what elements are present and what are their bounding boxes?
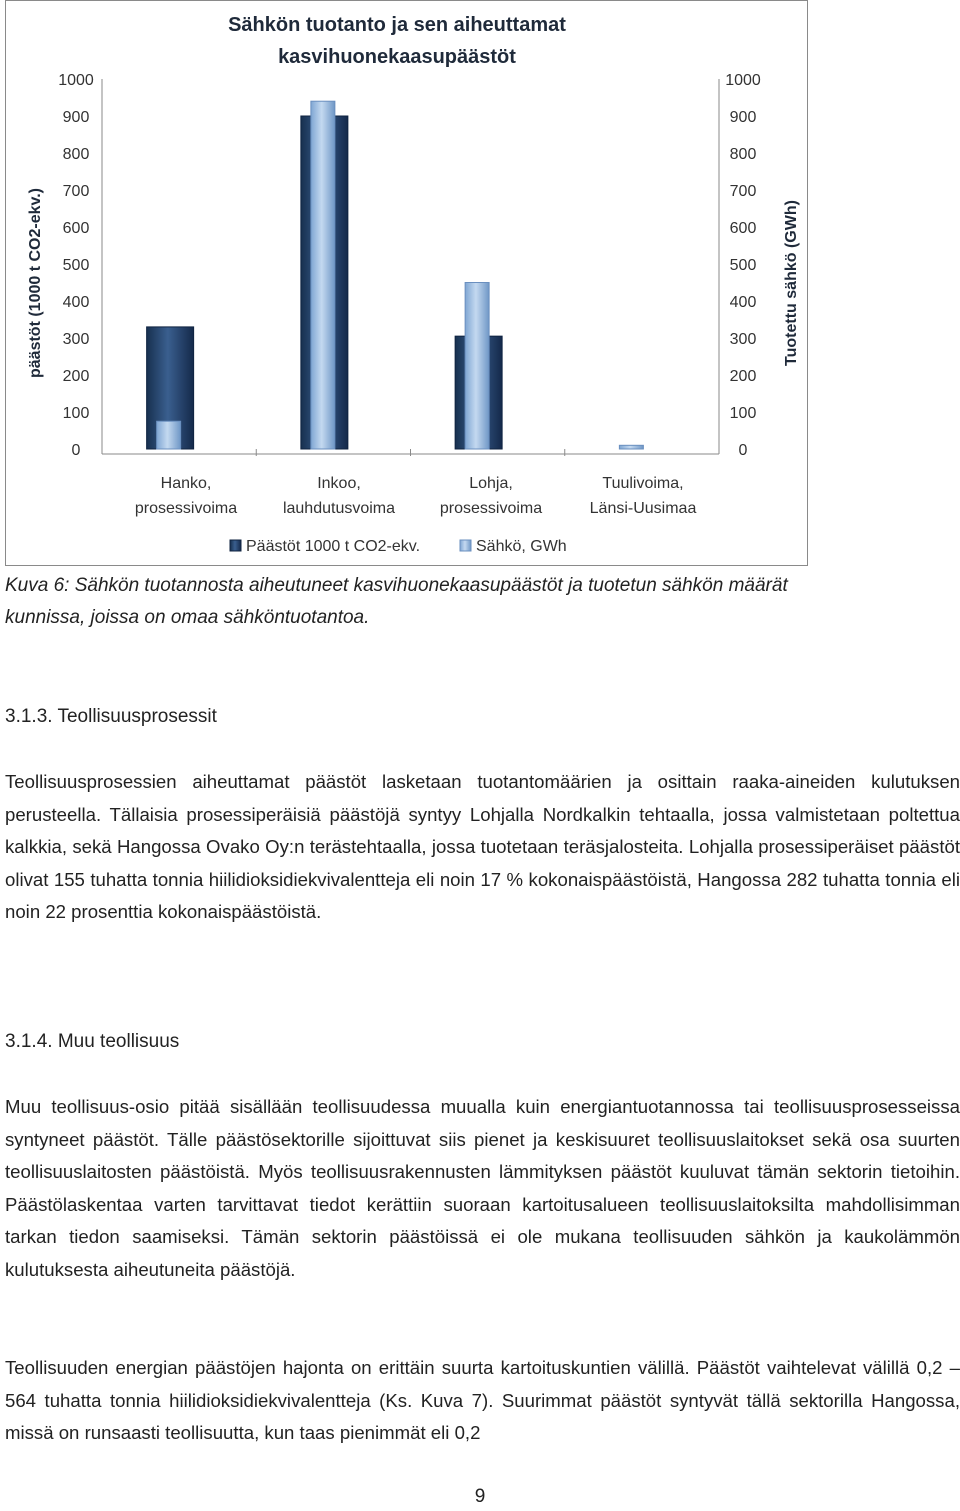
chart-canvas: [6, 1, 809, 567]
right-tick-label: 0: [738, 442, 748, 459]
section-heading-3-1-4: 3.1.4. Muu teollisuus: [5, 1031, 180, 1052]
right-tick-label: 400: [729, 294, 757, 311]
section-heading-3-1-3: 3.1.3. Teollisuusprosessit: [5, 706, 217, 727]
right-tick-label: 500: [729, 257, 757, 274]
legend-swatch: [230, 540, 241, 551]
right-tick-label: 700: [729, 183, 757, 200]
bar-electricity: [619, 445, 643, 449]
category-label: Lohja,: [469, 475, 513, 492]
bar-electricity: [465, 283, 489, 450]
right-tick-label: 900: [729, 109, 757, 126]
left-axis-label: päästöt (1000 t CO2-ekv.): [27, 188, 44, 378]
left-tick-label: 500: [62, 257, 90, 274]
chart-bars: [147, 101, 644, 456]
category-label: prosessivoima: [134, 500, 238, 517]
category-label: Inkoo,: [317, 475, 361, 492]
legend-label: Päästöt 1000 t CO2-ekv.: [246, 538, 421, 555]
left-tick-label: 800: [62, 146, 90, 163]
right-tick-label: 200: [729, 368, 757, 385]
bar-electricity: [157, 421, 181, 449]
paragraph-industrial-processes: Teollisuusprosessien aiheuttamat päästöt lasketaan tuotantomäärien ja osittain raaka-aineiden kulutuksen perusteella. Tällaisia prosessiperäisiä päästöjä syntyy Lohjalla Nordkalkin tehtaalla, jossa valmistetaan poltettua kalkkia, sekä Hangossa Ovako Oy:n terästehtaalla, jossa tuotetaan teräsjalosteita. Lohjalla prosessiperäiset päästöt olivat 155 tuhatta tonnia hiilidioksidiekvivalentteja eli noin 17 % kokonaispäästöistä, Hangossa 282 tuhatta tonnia eli noin 22 prosenttia kokonaispäästöistä.: [5, 771, 960, 923]
category-label: Hanko,: [160, 475, 212, 492]
left-tick-label: 300: [62, 331, 90, 348]
caption-line-1: Kuva 6: Sähkön tuotannosta aiheutuneet kasvihuonekaasupäästöt ja tuotetun sähkön määrät: [5, 575, 788, 596]
left-tick-label: 1000: [58, 72, 94, 89]
right-tick-label: 100: [729, 405, 757, 422]
left-tick-label: 400: [62, 294, 90, 311]
page-number: 9: [474, 1486, 486, 1507]
category-labels: [135, 475, 697, 517]
category-label: prosessivoima: [439, 500, 543, 517]
chart-title-line1: Sähkön tuotanto ja sen aiheuttamat: [228, 14, 566, 36]
right-tick-label: 300: [729, 331, 757, 348]
legend-label: Sähkö, GWh: [476, 538, 567, 555]
chart-figure: [5, 0, 808, 566]
left-tick-label: 700: [62, 183, 90, 200]
chart-title-line2: kasvihuonekaasupäästöt: [278, 46, 516, 68]
left-tick-label: 200: [62, 368, 90, 385]
figure-caption: [5, 570, 955, 634]
left-axis-ticks: [58, 72, 94, 459]
legend-swatch: [460, 540, 471, 551]
left-tick-label: 100: [62, 405, 90, 422]
paragraph-industry-energy: Teollisuuden energian päästöjen hajonta on erittäin suurta kartoituskuntien välillä. Päästöt vaihtelevat välillä 0,2 – 564 tuhatta tonnia hiilidioksidiekvivalentteja (Ks. Kuva 7). Suurimmat päästöt syntyvät tällä sektorilla Hangossa, missä on runsaasti teollisuutta, kun taas pienimmät eli 0,2: [5, 1357, 960, 1444]
left-tick-label: 600: [62, 220, 90, 237]
right-tick-label: 800: [729, 146, 757, 163]
right-axis-label: Tuotettu sähkö (GWh): [783, 200, 800, 366]
right-tick-label: 600: [729, 220, 757, 237]
chart-legend: [230, 538, 567, 555]
bar-electricity: [311, 101, 335, 449]
left-tick-label: 0: [71, 442, 81, 459]
category-label: Tuulivoima,: [602, 475, 684, 492]
right-tick-label: 1000: [725, 72, 761, 89]
category-label: lauhdutusvoima: [282, 500, 396, 517]
caption-line-2: kunnissa, joissa on omaa sähköntuotantoa.: [5, 607, 370, 628]
right-axis-ticks: [725, 72, 761, 459]
paragraph-other-industry: Muu teollisuus-osio pitää sisällään teollisuudessa muualla kuin energiantuotannossa tai teollisuusprosesseissa syntyneet päästöt. Tälle päästösektorille sijoittuvat siis pienet ja keskisuuret teollisuuslaitokset sekä osa suurten teollisuuslaitosten päästöistä. Myös teollisuusrakennusten lämmityksen päästöt kuuluvat tämän sektorin tietoihin. Päästölaskentaa varten tarvittavat tiedot kerättiin suoraan kartoitusalueen teollisuuslaitoksilta mahdollisimman tarkan tiedon saamiseksi. Tämän sektorin päästöissä ei ole mukana teollisuuden sähkön ja kaukolämmön kulutuksesta aiheutuneita päästöjä.: [5, 1096, 960, 1280]
category-label: Länsi-Uusimaa: [589, 500, 697, 517]
left-tick-label: 900: [62, 109, 90, 126]
